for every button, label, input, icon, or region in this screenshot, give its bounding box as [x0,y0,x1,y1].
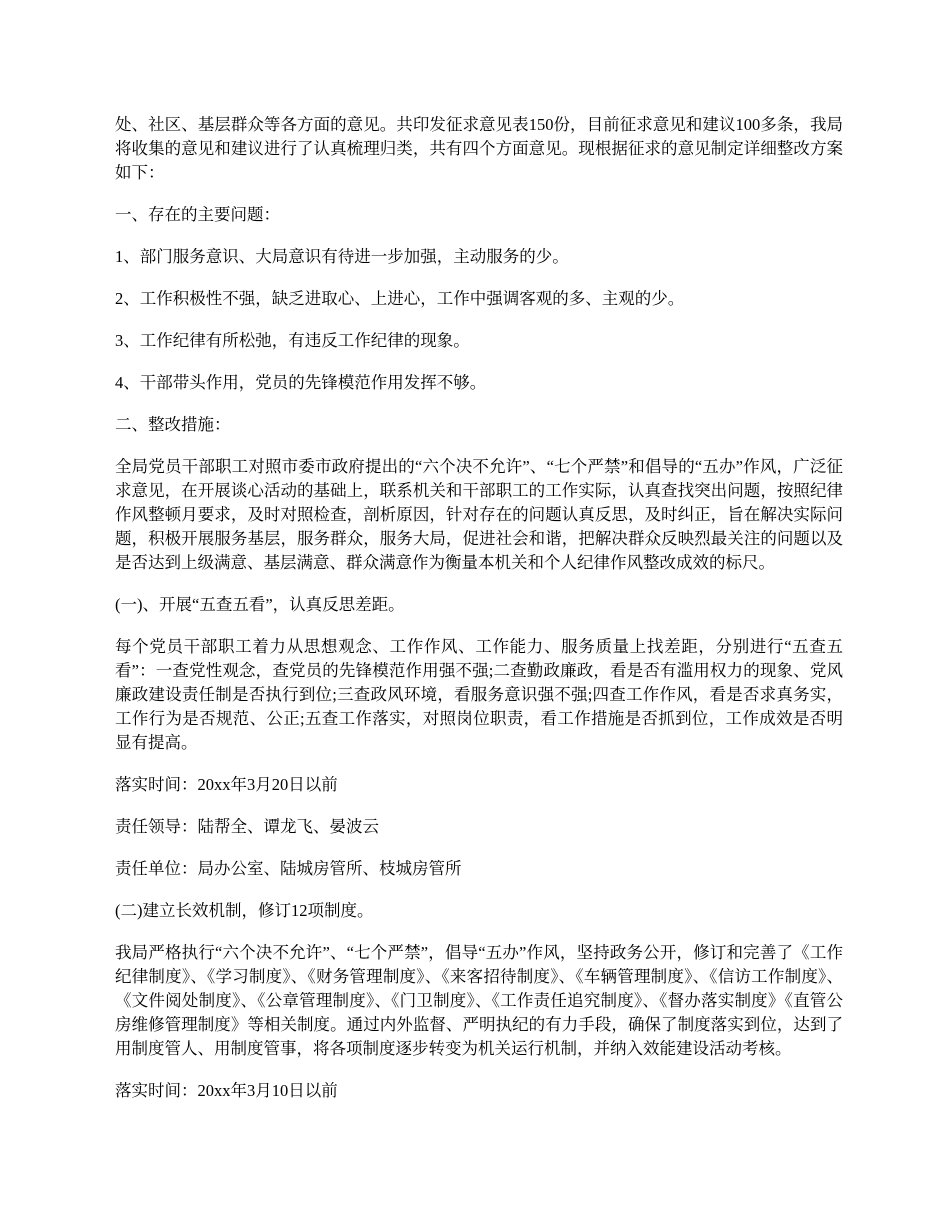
subsection-heading: (一)、开展“五查五看”，认真反思差距。 [115,595,405,614]
body-paragraph: 我局严格执行“六个决不允许”、“七个严禁”，倡导“五办”作风，坚持政务公开，修订和完善了《工作纪律制度》、《学习制度》、《财务管理制度》、《来客招待制度》、《车辆管理制度》、《信访工作制度》、《文件阅处制度》、《公章管理制度》、《门卫制度》、《工作责任追究制度》、《督办落实制度》《直管公房维修管理制度》等相关制度。通过内外监督、严明执纪的有力手段，确保了制度落实到位，达到了用制度管人、用制度管事，将各项制度逐步转变为机关运行机制，并纳入效能建设活动考核。 [115,943,843,1058]
section-heading-problems: 一、存在的主要问题： [115,205,280,224]
problem-item: 1、部门服务意识、大局意识有待进一步加强，主动服务的少。 [115,247,569,266]
problem-item: 2、工作积极性不强，缺乏进取心、上进心，工作中强调客观的多、主观的少。 [115,289,685,308]
responsible-leaders-line: 责任领导：陆帮全、谭龙飞、晏波云 [115,817,379,836]
subsection-heading: (二)建立长效机制，修订12项制度。 [115,901,374,920]
problem-item: 4、干部带头作用，党员的先锋模范作用发挥不够。 [115,373,487,392]
measures-paragraph: 全局党员干部职工对照市委市政府提出的“六个决不允许”、“七个严禁”和倡导的“五办”作风，广泛征求意见，在开展谈心活动的基础上，联系机关和干部职工的工作实际，认真查找突出问题，按照纪律作风整顿月要求，及时对照检查，剖析原因，针对存在的问题认真反思，及时纠正，旨在解决实际问题，积极开展服务基层，服务群众，服务大局，促进社会和谐，把解决群众反映烈最关注的问题以及是否达到上级满意、基层满意、群众满意作为衡量本机关和个人纪律作风整改成效的标尺。 [115,457,843,572]
section-heading-measures: 二、整改措施： [115,415,231,434]
responsible-units-line: 责任单位：局办公室、陆城房管所、枝城房管所 [115,859,462,878]
body-paragraph: 每个党员干部职工着力从思想观念、工作作风、工作能力、服务质量上找差距，分别进行“五查五看”：一查党性观念，查党员的先锋模范作用强不强;二查勤政廉政，看是否有滥用权力的现象、党风廉政建设责任制是否执行到位;三查政风环境，看服务意识强不强;四查工作作风，看是否求真务实，工作行为是否规范、公正;五查工作落实，对照岗位职责，看工作措施是否抓到位，工作成效是否明显有提高。 [115,637,843,752]
deadline-line: 落实时间：20xx年3月20日以前 [115,775,338,794]
problem-item: 3、工作纪律有所松弛，有违反工作纪律的现象。 [115,331,470,350]
deadline-line: 落实时间：20xx年3月10日以前 [115,1081,338,1100]
document-body [115,113,843,1121]
intro-paragraph: 处、社区、基层群众等各方面的意见。共印发征求意见表150份，目前征求意见和建议100多条，我局将收集的意见和建议进行了认真梳理归类，共有四个方面意见。现根据征求的意见制定详细整改方案如下： [115,115,843,182]
